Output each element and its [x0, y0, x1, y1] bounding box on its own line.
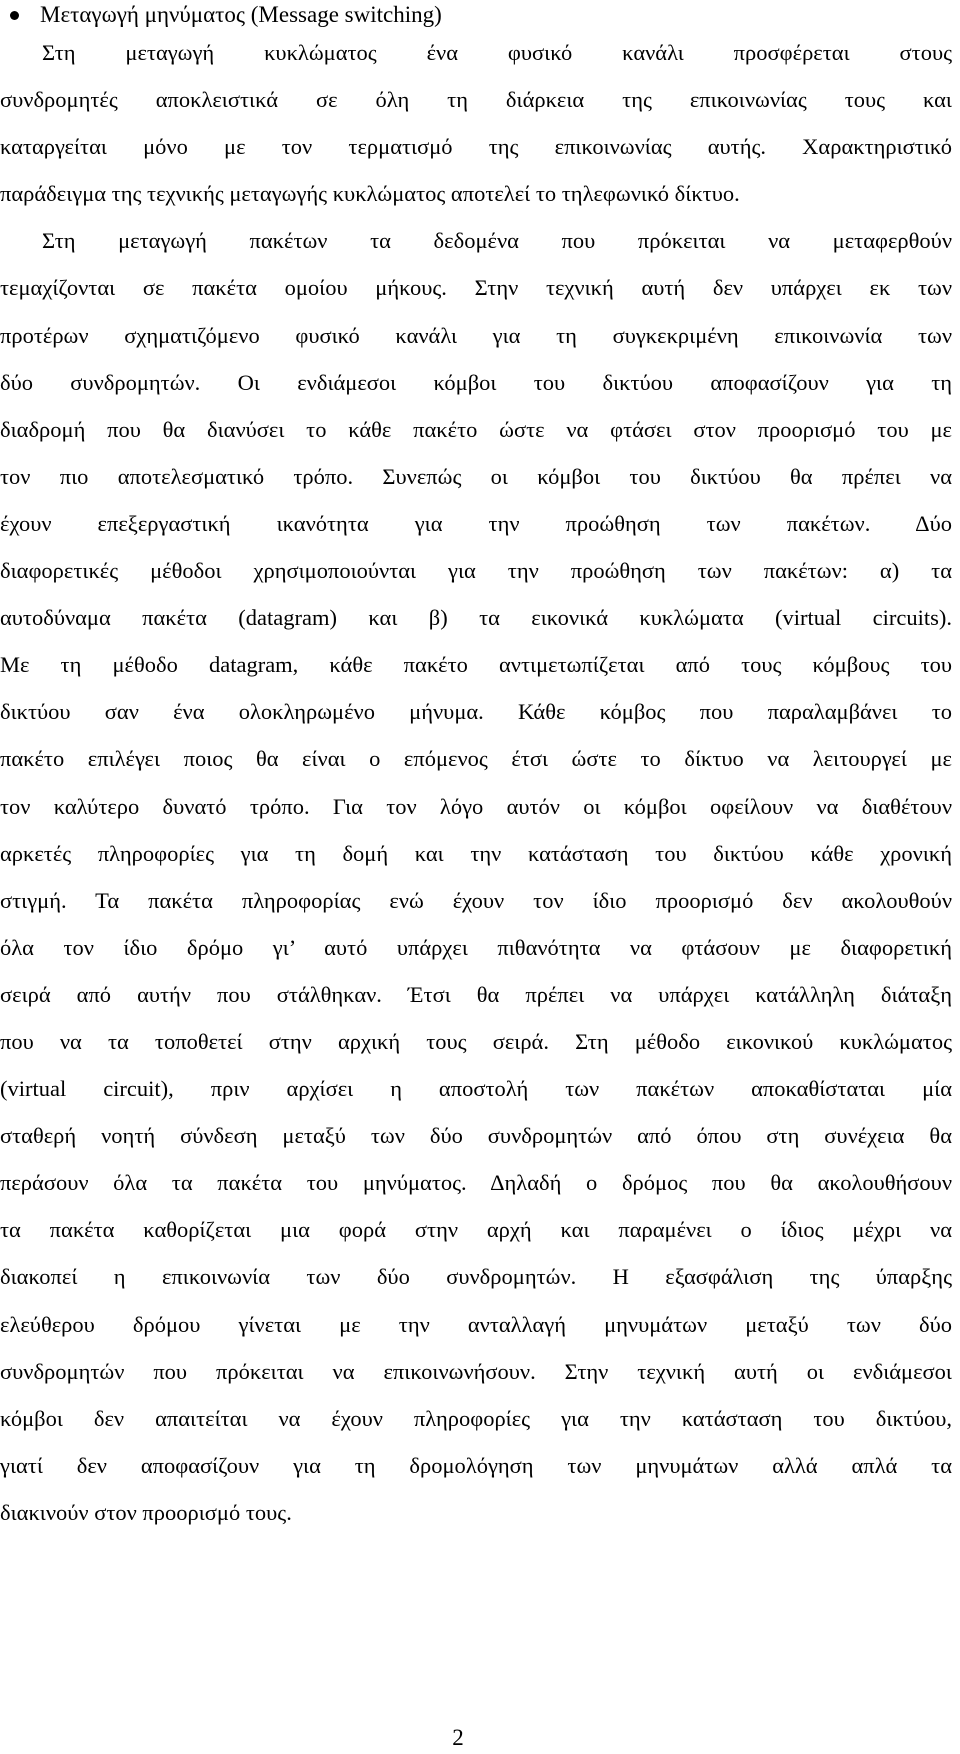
text-line: αυτοδύναμα πακέτα (datagram) και β) τα εικονικά κυκλώματα (virtual circuits). — [0, 605, 952, 631]
text-line: έχουν επεξεργαστική ικανότητα για την προώθηση των πακέτων. Δύο — [0, 510, 952, 536]
text-line: διαδρομή που θα διανύσει το κάθε πακέτο ώστε να φτάσει στον προορισμό του με — [0, 416, 952, 442]
text-line: Στη μεταγωγή πακέτων τα δεδομένα που πρόκειται να μεταφερθούν — [42, 228, 952, 254]
text-line: κόμβοι δεν απαιτείται να έχουν πληροφορίες για την κατάσταση του δικτύου, — [0, 1405, 952, 1431]
text-line: τα πακέτα καθορίζεται μια φορά στην αρχή και παραμένει ο ίδιος μέχρι να — [0, 1217, 952, 1243]
text-line: συνδρομητές αποκλειστικά σε όλη τη διάρκεια της επικοινωνίας τους και — [0, 87, 952, 113]
page-number: 2 — [452, 1725, 464, 1750]
text-line: γιατί δεν αποφασίζουν για τη δρομολόγηση των μηνυμάτων αλλά απλά τα — [0, 1452, 952, 1478]
section-heading — [10, 0, 442, 30]
body-text — [0, 29, 952, 1536]
text-line: που να τα τοποθετεί στην αρχική τους σειρά. Στη μέθοδο εικονικού κυκλώματος — [0, 1028, 952, 1054]
text-line: δύο συνδρομητών. Οι ενδιάμεσοι κόμβοι του δικτύου αποφασίζουν για τη — [0, 369, 952, 395]
section-heading-text: Μεταγωγή μηνύματος (Message switching) — [40, 2, 442, 27]
text-line: δικτύου σαν ένα ολοκληρωμένο μήνυμα. Κάθε κόμβος που παραλαμβάνει το — [0, 699, 952, 725]
text-line: παράδειγμα της τεχνικής μεταγωγής κυκλώματος αποτελεί το τηλεφωνικό δίκτυο. — [0, 181, 740, 207]
text-line: σταθερή νοητή σύνδεση μεταξύ των δύο συνδρομητών από όπου στη συνέχεια θα — [0, 1123, 952, 1149]
text-line: τεμαχίζονται σε πακέτα ομοίου μήκους. Στην τεχνική αυτή δεν υπάρχει εκ των — [0, 275, 952, 301]
text-line: στιγμή. Τα πακέτα πληροφορίας ενώ έχουν τον ίδιο προορισμό δεν ακολουθούν — [0, 887, 952, 913]
text-line: προτέρων σχηματιζόμενο φυσικό κανάλι για τη συγκεκριμένη επικοινωνία των — [0, 322, 952, 348]
text-line: διακινούν στον προορισμό τους. — [0, 1499, 292, 1525]
text-line: ελεύθερου δρόμου γίνεται με την ανταλλαγή μηνυμάτων μεταξύ των δύο — [0, 1311, 952, 1337]
text-line: αρκετές πληροφορίες για τη δομή και την κατάσταση του δικτύου κάθε χρονική — [0, 840, 952, 866]
text-line: Στη μεταγωγή κυκλώματος ένα φυσικό κανάλι προσφέρεται στους — [42, 40, 952, 65]
text-line: (virtual circuit), πριν αρχίσει η αποστολή των πακέτων αποκαθίσταται μία — [0, 1076, 952, 1102]
text-line: τον πιο αποτελεσματικό τρόπο. Συνεπώς οι κόμβοι του δικτύου θα πρέπει να — [0, 463, 952, 489]
text-line: συνδρομητών που πρόκειται να επικοινωνήσουν. Στην τεχνική αυτή οι ενδιάμεσοι — [0, 1358, 952, 1384]
text-line: Με τη μέθοδο datagram, κάθε πακέτο αντιμετωπίζεται από τους κόμβους του — [0, 652, 952, 678]
text-line: διαφορετικές μέθοδοι χρησιμοποιούνται για την προώθηση των πακέτων: α) τα — [0, 558, 952, 584]
text-line: τον καλύτερο δυνατό τρόπο. Για τον λόγο αυτόν οι κόμβοι οφείλουν να διαθέτουν — [0, 793, 952, 819]
text-line: πακέτο επιλέγει ποιος θα είναι ο επόμενος έτσι ώστε το δίκτυο να λειτουργεί με — [0, 746, 952, 772]
text-line: περάσουν όλα τα πακέτα του μηνύματος. Δηλαδή ο δρόμος που θα ακολουθήσουν — [0, 1170, 952, 1196]
bullet-icon — [10, 11, 19, 20]
text-line: σειρά από αυτήν που στάλθηκαν. Έτσι θα πρέπει να υπάρχει κατάλληλη διάταξη — [0, 981, 952, 1007]
text-line: καταργείται μόνο με τον τερματισμό της επικοινωνίας αυτής. Χαρακτηριστικό — [0, 134, 952, 160]
text-line: διακοπεί η επικοινωνία των δύο συνδρομητών. Η εξασφάλιση της ύπαρξης — [0, 1264, 952, 1290]
text-line: όλα τον ίδιο δρόμο γι’ αυτό υπάρχει πιθανότητα να φτάσουν με διαφορετική — [0, 934, 952, 960]
